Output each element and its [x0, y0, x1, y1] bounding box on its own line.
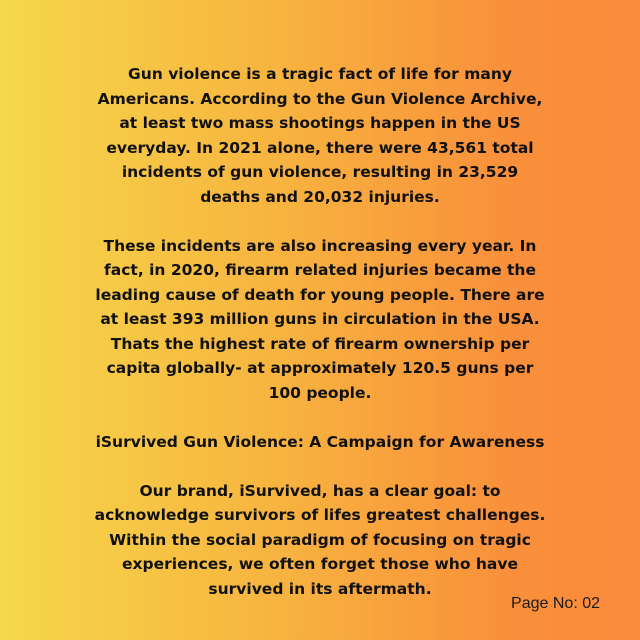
- paragraph-spacer: [90, 405, 550, 430]
- paragraph-spacer: [90, 209, 550, 234]
- document-body: [90, 62, 550, 601]
- page-number: Page No: 02: [511, 595, 600, 612]
- paragraph-gun-violence-intro: Gun violence is a tragic fact of life for many Americans. According to the Gun Violence Archive, at least two mass shootings happen in the US everyday. In 2021 alone, there were 43,561 total incidents of gun violence, resulting in 23,529 deaths and 20,032 injuries.: [97, 65, 543, 206]
- paragraph-incidents-increasing: These incidents are also increasing every year. In fact, in 2020, firearm related injuries became the leading cause of death for young people. There are at least 393 million guns in circulation in the USA. Thats the highest rate of firearm ownership per capita globally- at approximately 120.5 guns per 100 people.: [95, 236, 545, 402]
- paragraph-spacer: [90, 454, 550, 479]
- campaign-heading: iSurvived Gun Violence: A Campaign for Awareness: [95, 432, 545, 451]
- paragraph-brand-goal: Our brand, iSurvived, has a clear goal: to acknowledge survivors of lifes greatest challenges. Within the social paradigm of focusing on tragic experiences, we often forget those who have survived in its aftermath.: [94, 481, 546, 598]
